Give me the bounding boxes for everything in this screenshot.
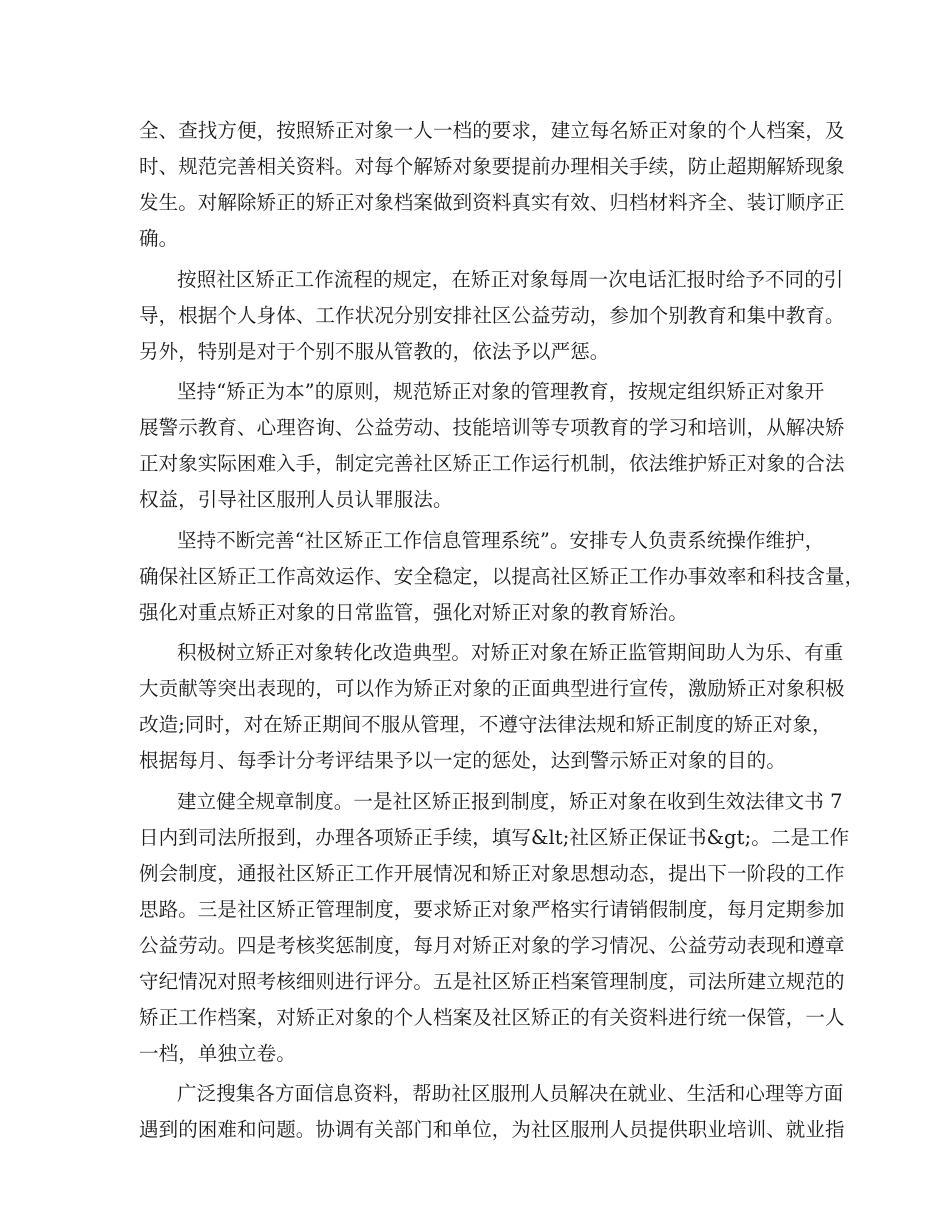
text-line: 另外，特别是对于个别不服从管教的，依法予以严惩。 bbox=[139, 339, 610, 363]
text-line: 一档，单独立卷。 bbox=[139, 1041, 296, 1065]
text-line: 坚持“矫正为本”的原则，规范矫正对象的管理教育，按规定组织矫正对象开 bbox=[177, 380, 825, 403]
text-line: 改造;同时，对在矫正期间不服从管理，不遵守法律法规和矫正制度的矫正对象， bbox=[139, 713, 832, 736]
text-line: 权益，引导社区服刑人员认罪服法。 bbox=[139, 488, 453, 511]
text-line: 守纪情况对照考核细则进行评分。五是社区矫正档案管理制度，司法所建立规范的 bbox=[139, 969, 845, 993]
document-page bbox=[139, 0, 865, 1230]
paragraph-6 bbox=[139, 784, 850, 1072]
text-line: 大贡献等突出表现的，可以作为矫正对象的正面典型进行宣传，激励矫正对象积极 bbox=[139, 677, 845, 700]
text-line: 发生。对解除矫正的矫正对象档案做到资料真实有效、归档材料齐全、装订顺序正 bbox=[139, 191, 845, 214]
text-line: 正对象实际困难入手，制定完善社区矫正工作运行机制，依法维护矫正对象的合法 bbox=[139, 452, 845, 475]
text-line: 日内到司法所报到，办理各项矫正手续，填写&lt;社区矫正保证书&gt;。二是工作 bbox=[139, 825, 850, 849]
text-line: 公益劳动。四是考核奖惩制度，每月对矫正对象的学习情况、公益劳动表现和遵章 bbox=[139, 933, 845, 957]
text-line: 例会制度，通报社区矫正工作开展情况和矫正对象思想动态，提出下一阶段的工作 bbox=[139, 861, 845, 885]
text-line: 时、规范完善相关资料。对每个解矫对象要提前办理相关手续，防止超期解矫现象 bbox=[139, 155, 845, 178]
paragraph-7 bbox=[139, 1076, 845, 1148]
text-line: 广泛搜集各方面信息资料，帮助社区服刑人员解决在就业、生活和心理等方面 bbox=[177, 1082, 844, 1105]
paragraph-2 bbox=[139, 262, 845, 370]
text-line: 根据每月、每季计分考评结果予以一定的惩处，达到警示矫正对象的目的。 bbox=[139, 749, 786, 772]
text-line: 建立健全规章制度。一是社区矫正报到制度，矫正对象在收到生效法律文书 7 bbox=[177, 789, 843, 813]
text-line: 坚持不断完善“社区矫正工作信息管理系统”。安排专人负责系统操作维护， bbox=[177, 528, 825, 552]
paragraph-4 bbox=[139, 523, 865, 631]
document-body bbox=[139, 113, 865, 1153]
paragraph-5 bbox=[139, 635, 845, 779]
text-line: 全、查找方便，按照矫正对象一人一档的要求，建立每名矫正对象的个人档案，及 bbox=[139, 119, 845, 142]
text-line: 遇到的困难和问题。协调有关部门和单位，为社区服刑人员提供职业培训、就业指 bbox=[139, 1118, 845, 1141]
text-line: 矫正工作档案，对矫正对象的个人档案及社区矫正的有关资料进行统一保管，一人 bbox=[139, 1005, 845, 1029]
text-line: 思路。三是社区矫正管理制度，要求矫正对象严格实行请销假制度，每月定期参加 bbox=[139, 897, 845, 921]
text-line: 确。 bbox=[139, 227, 179, 250]
paragraph-3 bbox=[139, 374, 845, 518]
text-line: 积极树立矫正对象转化改造典型。对矫正对象在矫正监管期间助人为乐、有重 bbox=[177, 641, 844, 664]
text-line: 展警示教育、心理咨询、公益劳动、技能培训等专项教育的学习和培训，从解决矫 bbox=[139, 416, 845, 439]
paragraph-1 bbox=[139, 113, 845, 257]
text-line: 导，根据个人身体、工作状况分别安排社区公益劳动，参加个别教育和集中教育。 bbox=[139, 303, 845, 327]
text-line: 按照社区矫正工作流程的规定，在矫正对象每周一次电话汇报时给予不同的引 bbox=[177, 267, 844, 291]
text-line: 确保社区矫正工作高效运作、安全稳定，以提高社区矫正工作办事效率和科技含量， bbox=[139, 564, 865, 588]
text-line: 强化对重点矫正对象的日常监管，强化对矫正对象的教育矫治。 bbox=[139, 600, 688, 624]
